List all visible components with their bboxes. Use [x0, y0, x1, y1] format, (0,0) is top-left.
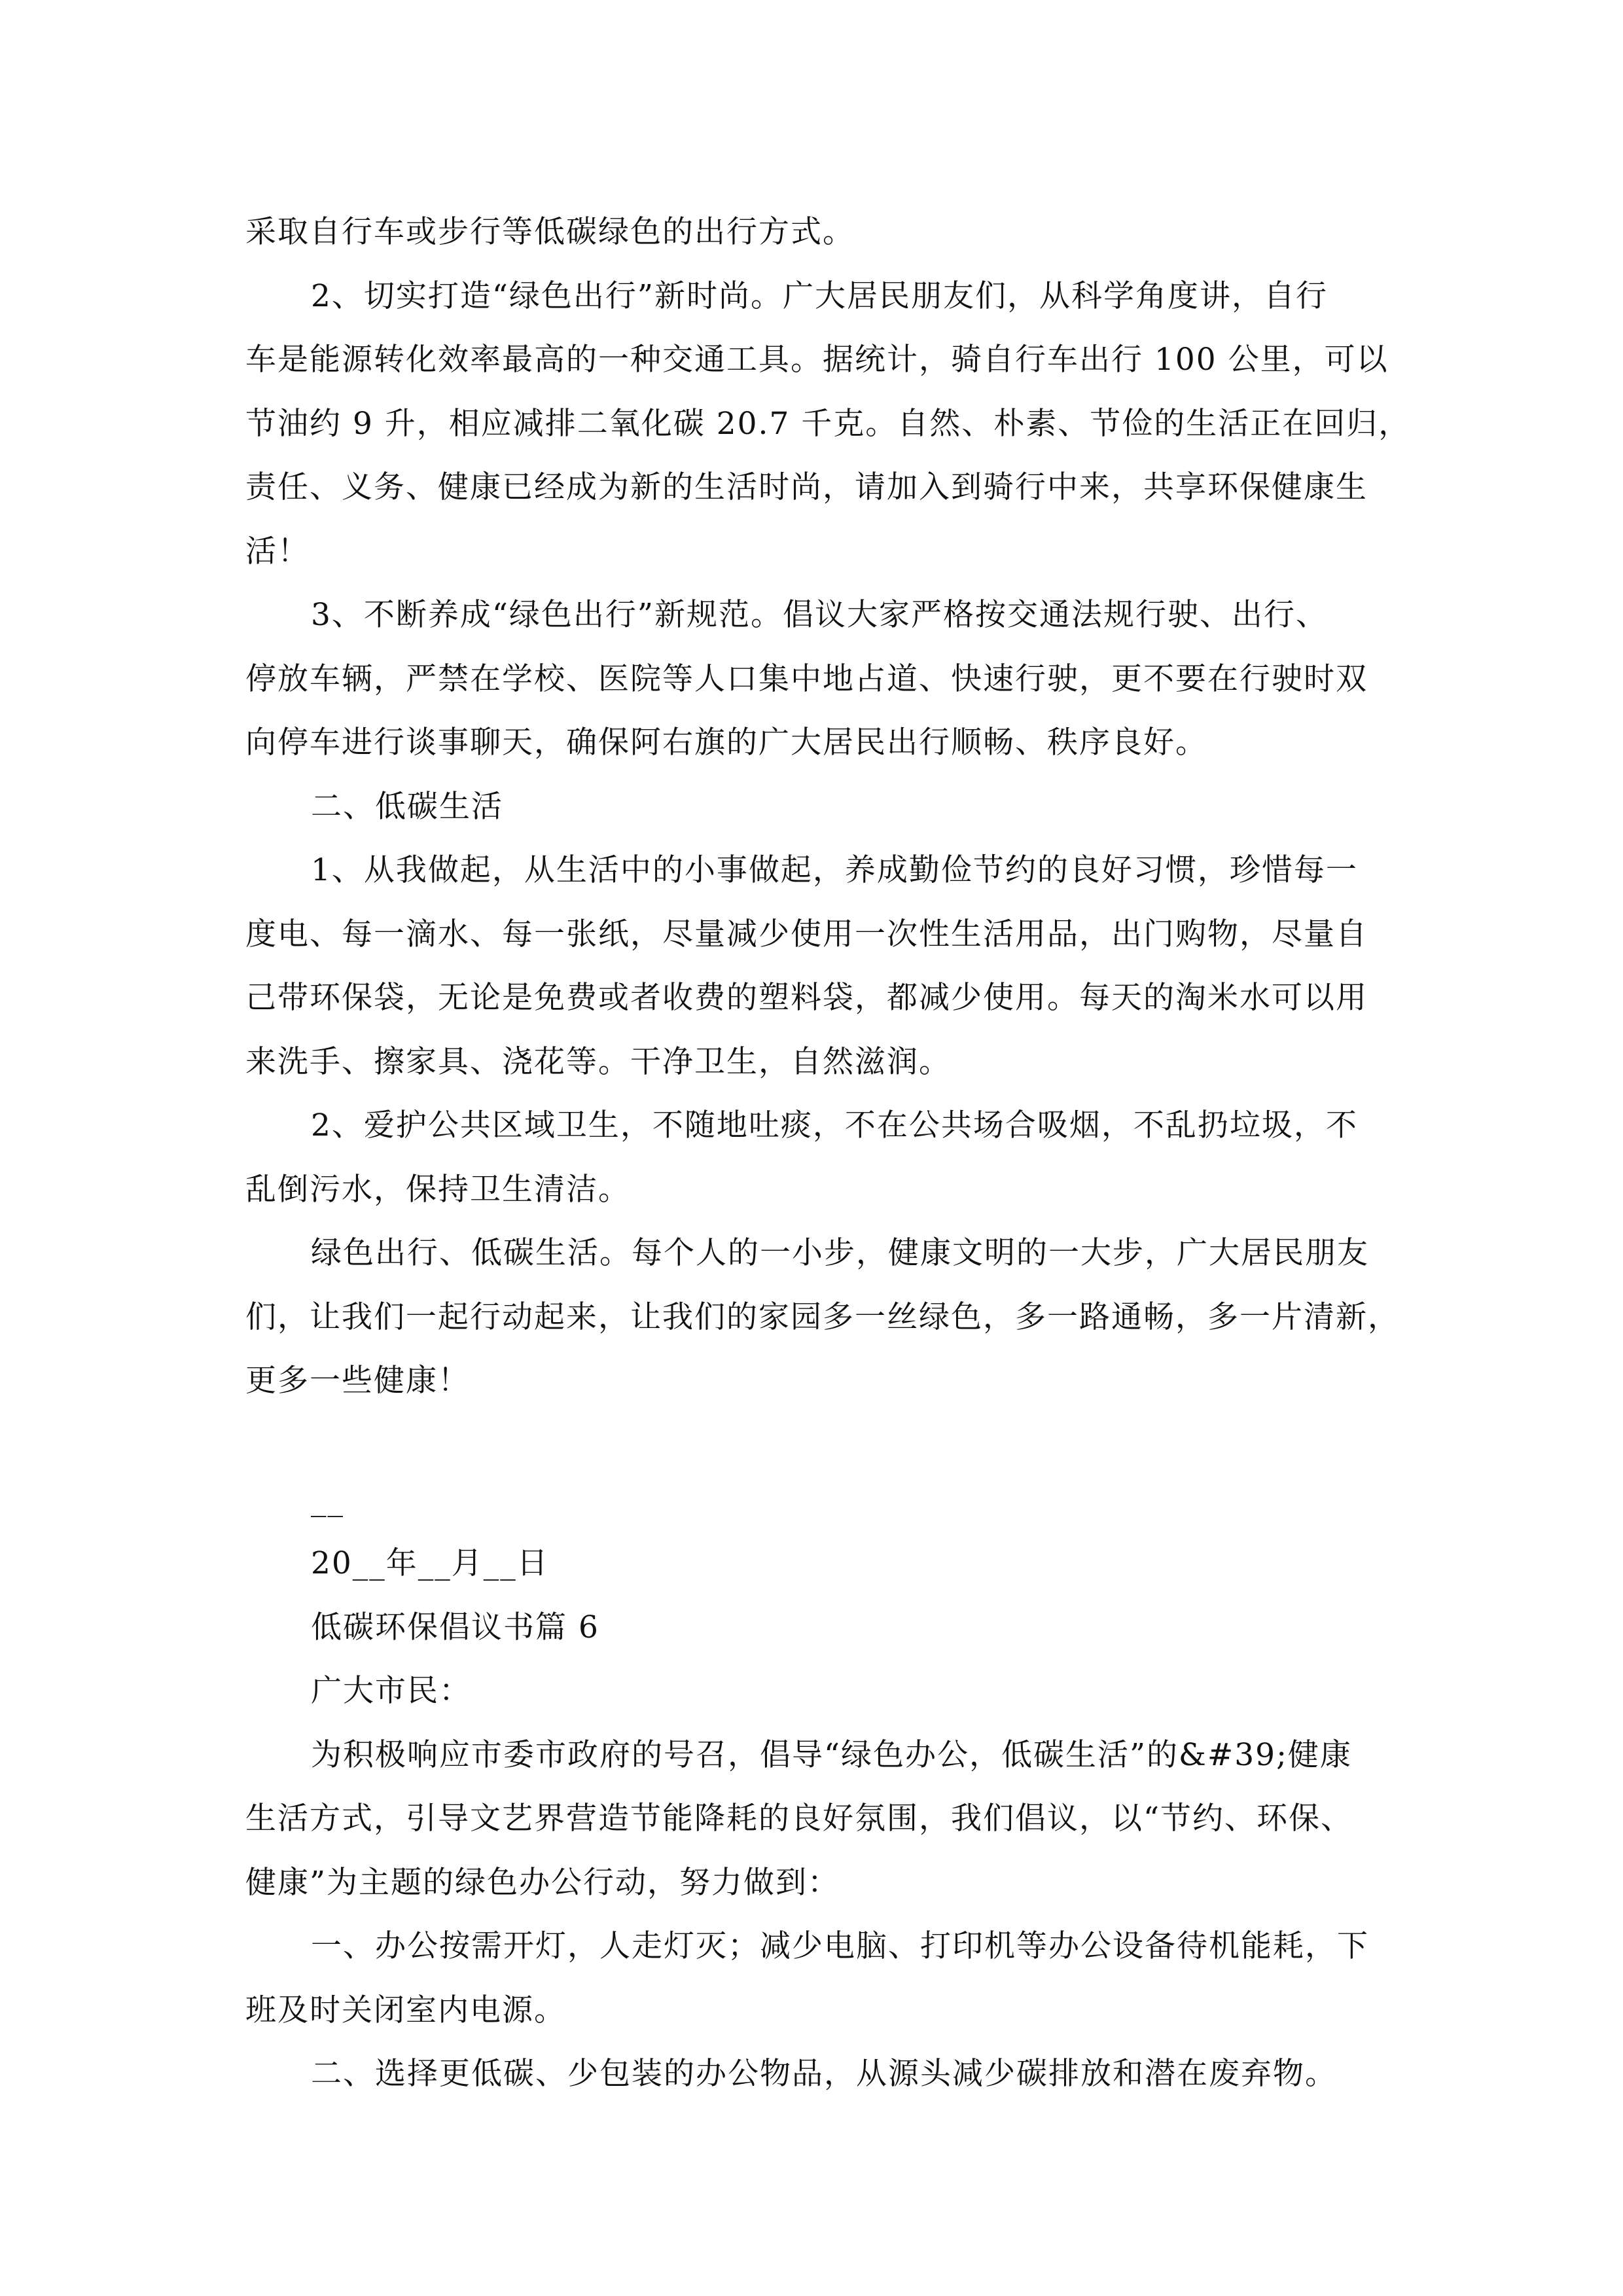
text-line: 生活方式，引导文艺界营造节能降耗的良好氛围，我们倡议，以“节约、环保、 — [245, 1801, 1353, 1837]
text-line: 采取自行车或步行等低碳绿色的出行方式。 — [245, 214, 855, 250]
text-line: 活！ — [245, 533, 310, 569]
text-line: 责任、义务、健康已经成为新的生活时尚，请加入到骑行中来，共享环保健康生 — [245, 469, 1368, 505]
paragraph-start: 2、爱护公共区域卫生，不随地吐痰，不在公共场合吸烟，不乱扔垃圾，不 — [311, 1107, 1358, 1143]
paragraph-start: 2、切实打造“绿色出行”新时尚。广大居民朋友们，从科学角度讲，自行 — [311, 278, 1328, 314]
text-line: 更多一些健康！ — [245, 1363, 470, 1399]
paragraph-start: 一、办公按需开灯，人走灯灭；减少电脑、打印机等办公设备待机能耗，下 — [311, 1928, 1369, 1964]
paragraph-start: 绿色出行、低碳生活。每个人的一小步，健康文明的一大步，广大居民朋友 — [311, 1235, 1369, 1271]
text-line: 向停车进行谈事聊天，确保阿右旗的广大居民出行顺畅、秩序良好。 — [245, 725, 1207, 761]
signature-line: __ — [311, 1481, 344, 1518]
section-heading: 二、低碳生活 — [311, 788, 503, 825]
text-line: 节油约 9 升，相应减排二氧化碳 20.7 千克。自然、朴素、节俭的生活正在回归， — [245, 405, 1411, 442]
paragraph-start: 为积极响应市委市政府的号召，倡导“绿色办公，低碳生活”的&#39;健康 — [311, 1736, 1352, 1773]
text-line: 度电、每一滴水、每一张纸，尽量减少使用一次性生活用品，出门购物，尽量自 — [245, 916, 1368, 952]
paragraph-start: 1、从我做起，从生活中的小事做起，养成勤俭节约的良好习惯，珍惜每一 — [311, 852, 1358, 888]
paragraph-start: 二、选择更低碳、少包装的办公物品，从源头减少碳排放和潜在废弃物。 — [311, 2056, 1337, 2092]
text-line: 乱倒污水，保持卫生清洁。 — [245, 1171, 630, 1208]
text-line: 停放车辆，严禁在学校、医院等人口集中地占道、快速行驶，更不要在行驶时双 — [245, 660, 1368, 697]
text-line: 健康”为主题的绿色办公行动，努力做到： — [245, 1864, 840, 1901]
date-line: 20__年__月__日 — [311, 1545, 549, 1581]
section-title: 低碳环保倡议书篇 6 — [311, 1609, 599, 1645]
text-line: 己带环保袋，无论是免费或者收费的塑料袋，都减少使用。每天的淘米水可以用 — [245, 980, 1368, 1016]
text-line: 班及时关闭室内电源。 — [245, 1992, 566, 2028]
spacer — [245, 1413, 1400, 1468]
text-line: 车是能源转化效率最高的一种交通工具。据统计，骑自行车出行 100 公里，可以 — [245, 342, 1389, 378]
text-line: 们，让我们一起行动起来，让我们的家园多一丝绿色，多一路通畅，多一片清新， — [245, 1299, 1400, 1335]
salutation: 广大市民： — [311, 1673, 471, 1709]
paragraph-start: 3、不断养成“绿色出行”新规范。倡议大家严格按交通法规行驶、出行、 — [311, 597, 1328, 633]
text-line: 来洗手、擦家具、浇花等。干净卫生，自然滋润。 — [245, 1043, 951, 1080]
document-body — [245, 200, 1411, 2106]
